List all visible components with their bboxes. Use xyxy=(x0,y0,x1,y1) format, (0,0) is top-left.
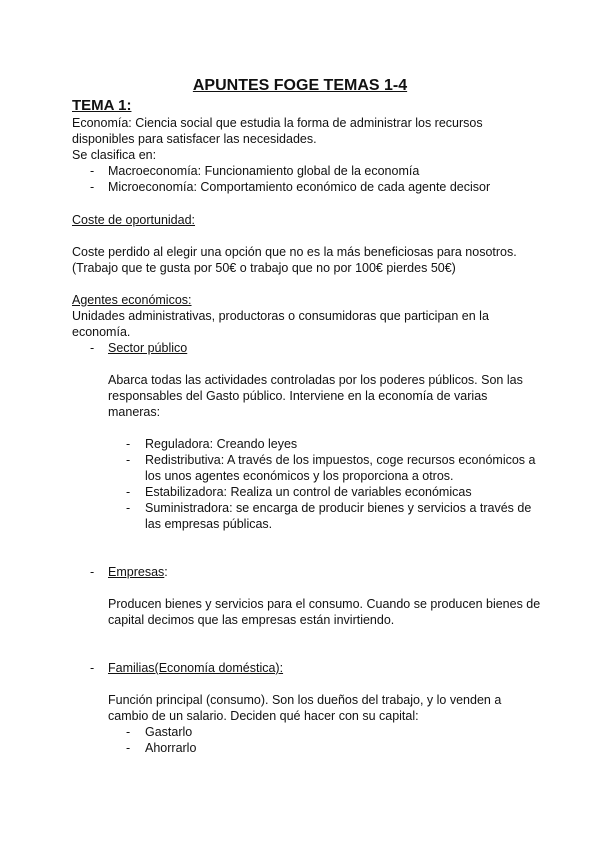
sector-publico-line2: responsables del Gasto público. Interviene en la economía de varias xyxy=(108,389,488,403)
bullet-dash: - xyxy=(126,485,131,499)
empresas-heading: Empresas xyxy=(108,565,165,579)
bullet-dash: - xyxy=(90,164,95,178)
bullet-dash: - xyxy=(126,501,131,515)
empresas-colon: : xyxy=(164,565,168,579)
bullet-dash: - xyxy=(126,437,131,451)
bullet-dash: - xyxy=(126,453,131,467)
macroeconomia-item: Macroeconomía: Funcionamiento global de la economía xyxy=(108,164,420,178)
bullet-dash: - xyxy=(90,661,95,675)
empresas-line1: Producen bienes y servicios para el consumo. Cuando se producen bienes de xyxy=(108,597,541,611)
familias-line2: cambio de un salario. Deciden qué hacer con su capital: xyxy=(108,709,419,723)
ahorrarlo-item: Ahorrarlo xyxy=(145,741,197,755)
empresas-line2: capital decimos que las empresas están invirtiendo. xyxy=(108,613,395,627)
redistributiva-item-line1: Redistributiva: A través de los impuestos, coge recursos económicos a xyxy=(145,453,536,467)
suministradora-item-line2: las empresas públicas. xyxy=(145,517,273,531)
agentes-line2: economía. xyxy=(72,325,131,339)
suministradora-item-line1: Suministradora: se encarga de producir bienes y servicios a través de xyxy=(145,501,532,515)
familias-line1: Función principal (consumo). Son los dueños del trabajo, y lo venden a xyxy=(108,693,502,707)
empresas-heading-wrap xyxy=(108,564,168,580)
microeconomia-item: Microeconomía: Comportamiento económico de cada agente decisor xyxy=(108,180,491,194)
redistributiva-item-line2: los unos agentes económicos y los proporciona a otros. xyxy=(145,469,454,483)
economia-definition-line2: disponibles para satisfacer las necesidades. xyxy=(72,132,317,146)
sector-publico-line1: Abarca todas las actividades controladas por los poderes públicos. Son las xyxy=(108,373,523,387)
bullet-dash: - xyxy=(90,565,95,579)
bullet-dash: - xyxy=(90,180,95,194)
bullet-dash: - xyxy=(90,341,95,355)
coste-line1: Coste perdido al elegir una opción que no es la más beneficiosas para nosotros. xyxy=(72,245,517,259)
economia-definition-line1: Economía: Ciencia social que estudia la forma de administrar los recursos xyxy=(72,116,483,130)
sector-publico-heading: Sector público xyxy=(108,341,188,355)
document-title: APUNTES FOGE TEMAS 1-4 xyxy=(192,77,408,94)
coste-heading: Coste de oportunidad: xyxy=(72,213,196,227)
coste-line2: (Trabajo que te gusta por 50€ o trabajo que no por 100€ pierdes 50€) xyxy=(72,261,456,275)
bullet-dash: - xyxy=(126,725,131,739)
agentes-line1: Unidades administrativas, productoras o consumidoras que participan en la xyxy=(72,309,489,323)
clasifica-label: Se clasifica en: xyxy=(72,148,157,162)
bullet-dash: - xyxy=(126,741,131,755)
tema1-heading: TEMA 1: xyxy=(72,97,132,114)
agentes-heading: Agentes económicos: xyxy=(72,293,192,307)
familias-heading: Familias(Economía doméstica): xyxy=(108,661,284,675)
sector-publico-line3: maneras: xyxy=(108,405,161,419)
reguladora-item: Reguladora: Creando leyes xyxy=(145,437,298,451)
gastarlo-item: Gastarlo xyxy=(145,725,193,739)
estabilizadora-item: Estabilizadora: Realiza un control de variables económicas xyxy=(145,485,472,499)
